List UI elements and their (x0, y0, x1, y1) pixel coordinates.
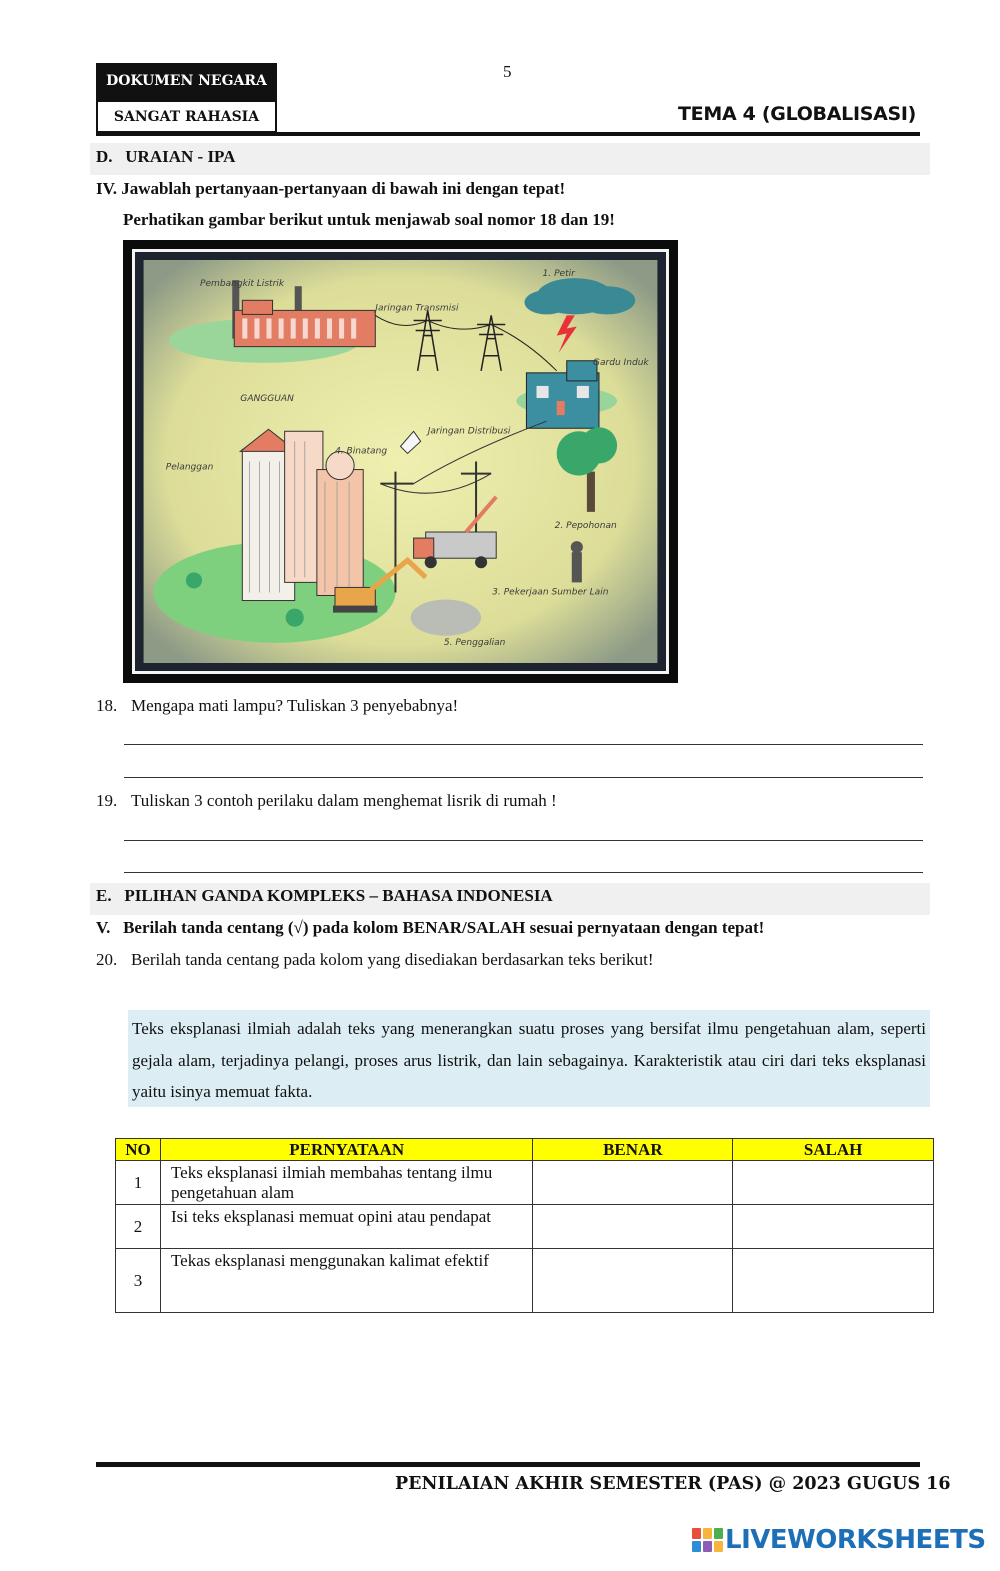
header-divider (96, 132, 920, 136)
explanation-passage: Teks eksplanasi ilmiah adalah teks yang menerangkan suatu proses yang bersifat ilmu pengetahuan alam, seperti gejala alam, terjadinya pelangi, proses arus listrik, dan lain sebagainya. Karakteristik atau ciri dari teks eksplanasi yaitu isinya memuat fakta. (128, 1010, 930, 1107)
benar-checkbox-cell[interactable] (533, 1205, 733, 1249)
power-disturbance-illustration (143, 260, 658, 663)
footer-divider (96, 1462, 920, 1467)
label-other-work: 3. Pekerjaan Sumber Lain (492, 587, 609, 598)
question-19-text: Tuliskan 3 contoh perilaku dalam menghemat lisrik di rumah ! (131, 791, 557, 810)
label-substation: Gardu Induk (592, 357, 649, 368)
footer-text: PENILAIAN AKHIR SEMESTER (PAS) @ 2023 GUGUS 16 (395, 1474, 951, 1494)
section-e-title: E. PILIHAN GANDA KOMPLEKS – BAHASA INDONESIA (96, 886, 553, 905)
label-trees: 2. Pepohonan (554, 520, 617, 531)
liveworksheets-logo-text: LIVEWORKSHEETS (725, 1525, 986, 1555)
answer-line-18a[interactable] (124, 744, 923, 745)
question-20-text: Berilah tanda centang pada kolom yang disediakan berdasarkan teks berikut! (131, 950, 654, 969)
header-pernyataan: PERNYATAAN (160, 1139, 533, 1161)
label-power-plant: Pembangkit Listrik (200, 279, 285, 290)
figure-intro: Perhatikan gambar berikut untuk menjawab soal nomor 18 dan 19! (123, 210, 615, 229)
benar-checkbox-cell[interactable] (533, 1249, 733, 1313)
label-excavation: 5. Penggalian (443, 637, 506, 648)
liveworksheets-logo[interactable] (692, 1525, 986, 1555)
label-customer: Pelanggan (165, 462, 214, 473)
worker-drawing (571, 541, 583, 582)
question-20-number: 20. (96, 950, 118, 969)
header-box-sangat-rahasia: SANGAT RAHASIA (96, 100, 277, 133)
row-statement: Isi teks eksplanasi memuat opini atau pendapat (160, 1205, 533, 1249)
true-false-table (115, 1138, 934, 1313)
label-disturbance: GANGGUAN (240, 394, 294, 405)
label-lightning: 1. Petir (542, 269, 575, 280)
row-statement: Tekas eksplanasi menggunakan kalimat efektif (160, 1249, 533, 1313)
salah-checkbox-cell[interactable] (733, 1205, 934, 1249)
section-d-title: D. URAIAN - IPA (96, 147, 236, 166)
question-18-text: Mengapa mati lampu? Tuliskan 3 penyebabnya! (131, 696, 459, 715)
liveworksheets-logo-icon (692, 1528, 723, 1552)
answer-line-18b[interactable] (124, 777, 923, 778)
answer-line-19b[interactable] (124, 872, 923, 873)
table-row (116, 1249, 934, 1313)
salah-checkbox-cell[interactable] (733, 1161, 934, 1205)
section-d-instruction: IV. Jawablah pertanyaan-pertanyaan di bawah ini dengan tepat! (96, 179, 566, 198)
answer-line-19a[interactable] (124, 840, 923, 841)
label-animals: 4. Binatang (335, 446, 388, 457)
power-disturbance-figure (123, 240, 678, 683)
label-distribution: Jaringan Distribusi (427, 426, 511, 437)
benar-checkbox-cell[interactable] (533, 1161, 733, 1205)
table-row (116, 1205, 934, 1249)
header-no: NO (116, 1139, 161, 1161)
salah-checkbox-cell[interactable] (733, 1249, 934, 1313)
table-row (116, 1161, 934, 1205)
theme-title: TEMA 4 (GLOBALISASI) (678, 103, 917, 125)
row-number: 3 (116, 1249, 161, 1313)
header-salah: SALAH (733, 1139, 934, 1161)
row-number: 1 (116, 1161, 161, 1205)
header-benar: BENAR (533, 1139, 733, 1161)
header-box-dokumen-negara: DOKUMEN NEGARA (96, 63, 277, 100)
section-e-instruction: V. Berilah tanda centang (√) pada kolom BENAR/SALAH sesuai pernyataan dengan tepat! (96, 918, 765, 937)
question-18-number: 18. (96, 696, 118, 715)
question-19-number: 19. (96, 791, 118, 810)
label-transmission: Jaringan Transmisi (375, 303, 459, 314)
page-number: 5 (503, 62, 512, 81)
row-number: 2 (116, 1205, 161, 1249)
table-header-row (116, 1139, 934, 1161)
row-statement: Teks eksplanasi ilmiah membahas tentang ilmu pengetahuan alam (160, 1161, 533, 1205)
